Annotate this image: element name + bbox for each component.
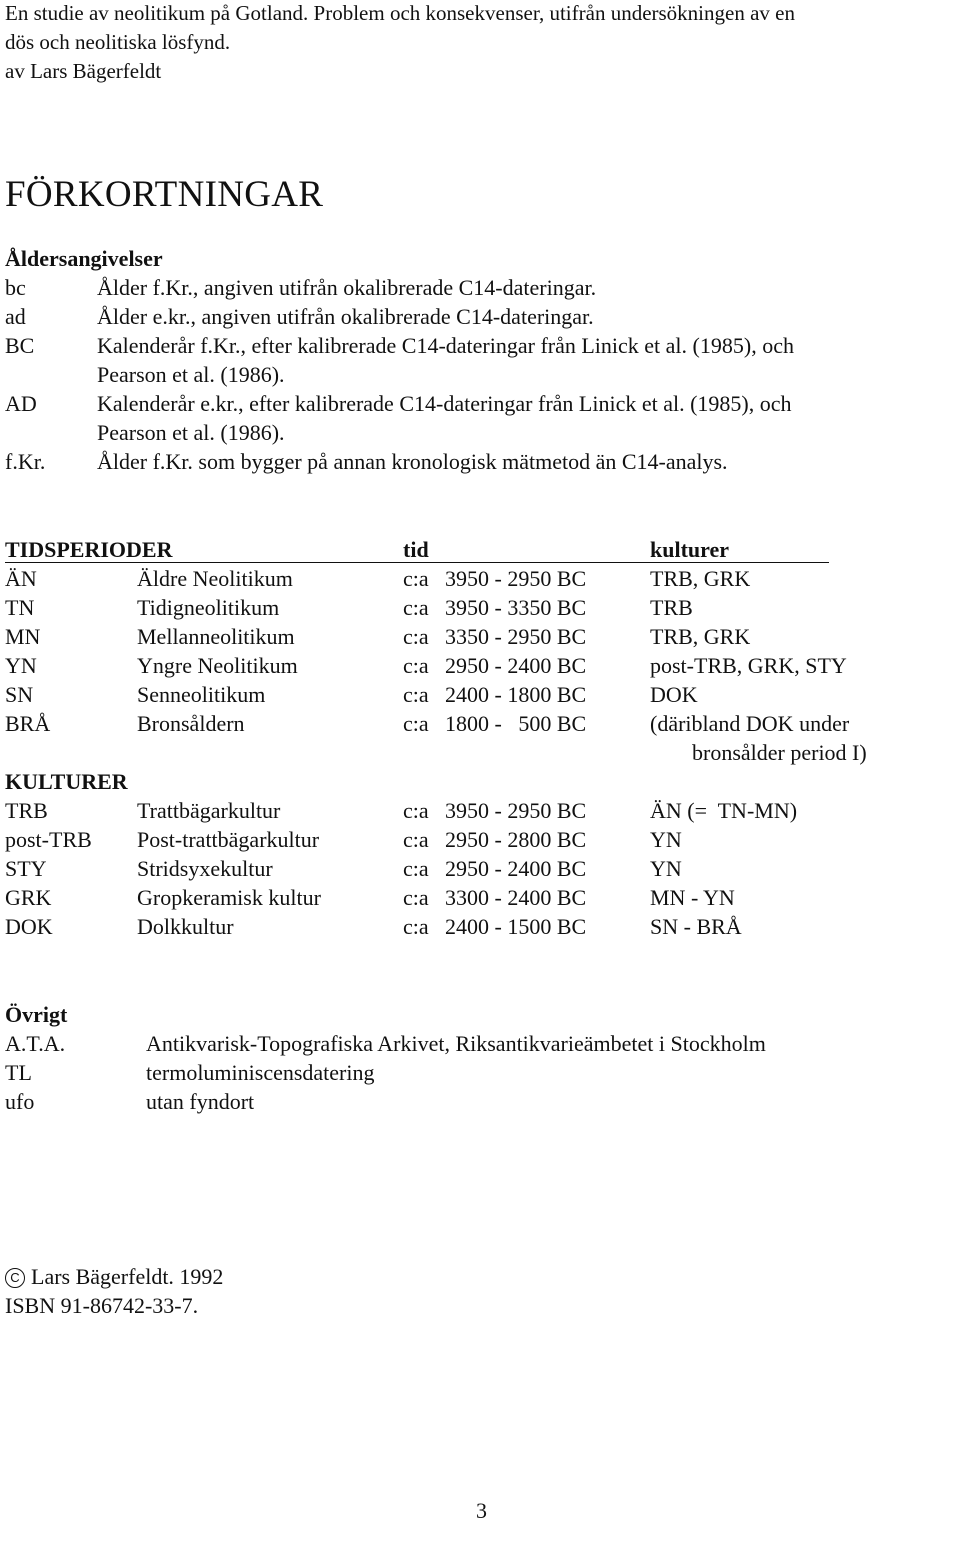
header-title-line-2: dös och neolitiska lösfynd.	[5, 30, 231, 54]
period-range: 3950 - 3350 BC	[445, 595, 587, 620]
period-ca: c:a	[403, 595, 429, 620]
age-desc-fkr: Ålder f.Kr. som bygger på annan kronologisk mätmetod än C14-analys.	[97, 449, 728, 474]
page-title: FÖRKORTNINGAR	[5, 174, 324, 215]
culture-ca: c:a	[403, 856, 429, 881]
period-abbr: TN	[5, 595, 35, 620]
culture-range: 2400 - 1500 BC	[445, 914, 587, 939]
period-abbr: BRÅ	[5, 711, 51, 736]
culture-range: 3300 - 2400 BC	[445, 885, 587, 910]
page-number: 3	[476, 1498, 487, 1523]
period-ca: c:a	[403, 653, 429, 678]
period-cultures: post-TRB, GRK, STY	[650, 653, 847, 678]
age-abbr-AD: AD	[5, 391, 37, 416]
culture-name: Gropkeramisk kultur	[137, 885, 321, 910]
period-name: Bronsåldern	[137, 711, 245, 736]
period-ca: c:a	[403, 711, 429, 736]
culture-range: 2950 - 2800 BC	[445, 827, 587, 852]
culture-period: MN - YN	[650, 885, 735, 910]
culture-period: YN	[650, 856, 682, 881]
period-abbr: SN	[5, 682, 34, 707]
other-abbr: ufo	[5, 1089, 35, 1114]
period-ca: c:a	[403, 624, 429, 649]
period-cultures: (däribland DOK under	[650, 711, 850, 736]
copyright-icon: C	[5, 1268, 25, 1288]
culture-ca: c:a	[403, 798, 429, 823]
age-abbr-bc: bc	[5, 275, 26, 300]
culture-ca: c:a	[403, 885, 429, 910]
culture-name: Stridsyxekultur	[137, 856, 273, 881]
culture-abbr: DOK	[5, 914, 53, 939]
culture-abbr: TRB	[5, 798, 48, 823]
culture-ca: c:a	[403, 914, 429, 939]
other-heading: Övrigt	[5, 1002, 68, 1027]
period-range: 2400 - 1800 BC	[445, 682, 587, 707]
culture-range: 3950 - 2950 BC	[445, 798, 587, 823]
cultures-heading: KULTURER	[5, 769, 128, 794]
age-desc-ad: Ålder e.kr., angiven utifrån okalibrerade C14-dateringar.	[97, 304, 594, 329]
culture-period: ÄN (= TN-MN)	[650, 798, 798, 823]
culture-ca: c:a	[403, 827, 429, 852]
periods-header-time: tid	[403, 537, 429, 562]
periods-header-periods: TIDSPERIODER	[5, 537, 173, 562]
other-abbr: TL	[5, 1060, 32, 1085]
age-desc-AD-line-1: Kalenderår e.kr., efter kalibrerade C14-dateringar från Linick et al. (1985), och	[97, 391, 792, 416]
culture-range: 2950 - 2400 BC	[445, 856, 587, 881]
period-name: Tidigneolitikum	[137, 595, 280, 620]
period-range: 2950 - 2400 BC	[445, 653, 587, 678]
culture-period: YN	[650, 827, 682, 852]
isbn: ISBN 91-86742-33-7.	[5, 1293, 199, 1318]
period-name: Yngre Neolitikum	[137, 653, 298, 678]
culture-name: Post-trattbägarkultur	[137, 827, 320, 852]
culture-name: Dolkkultur	[137, 914, 234, 939]
age-desc-bc: Ålder f.Kr., angiven utifrån okalibrerade C14-dateringar.	[97, 275, 597, 300]
culture-abbr: GRK	[5, 885, 52, 910]
period-cultures-continued: bronsålder period I)	[692, 740, 867, 765]
age-desc-AD-line-2: Pearson et al. (1986).	[97, 420, 285, 445]
period-name: Senneolitikum	[137, 682, 266, 707]
age-abbr-fkr: f.Kr.	[5, 449, 46, 474]
period-range: 1800 - 500 BC	[445, 711, 587, 736]
culture-name: Trattbägarkultur	[137, 798, 281, 823]
other-text: Antikvarisk-Topografiska Arkivet, Riksantikvarieämbetet i Stockholm	[146, 1031, 766, 1056]
header-author: av Lars Bägerfeldt	[5, 59, 162, 83]
period-ca: c:a	[403, 566, 429, 591]
period-range: 3950 - 2950 BC	[445, 566, 587, 591]
period-abbr: MN	[5, 624, 41, 649]
other-text: termoluminiscensdatering	[146, 1060, 375, 1085]
copyright-text: Lars Bägerfeldt. 1992	[31, 1264, 224, 1289]
period-name: Mellanneolitikum	[137, 624, 295, 649]
period-cultures: DOK	[650, 682, 698, 707]
period-abbr: YN	[5, 653, 37, 678]
period-cultures: TRB, GRK	[650, 624, 751, 649]
other-abbr: A.T.A.	[5, 1031, 66, 1056]
periods-header-cultures: kulturer	[650, 537, 730, 562]
period-cultures: TRB	[650, 595, 693, 620]
age-desc-BC-line-2: Pearson et al. (1986).	[97, 362, 285, 387]
header-title-line-1: En studie av neolitikum på Gotland. Problem och konsekvenser, utifrån undersökningen av en	[5, 1, 795, 25]
age-desc-BC-line-1: Kalenderår f.Kr., efter kalibrerade C14-dateringar från Linick et al. (1985), och	[97, 333, 794, 358]
age-abbr-ad: ad	[5, 304, 26, 329]
period-abbr: ÄN	[5, 566, 37, 591]
age-abbr-BC: BC	[5, 333, 35, 358]
other-text: utan fyndort	[146, 1089, 255, 1114]
period-ca: c:a	[403, 682, 429, 707]
culture-abbr: STY	[5, 856, 47, 881]
period-name: Äldre Neolitikum	[137, 566, 293, 591]
period-cultures: TRB, GRK	[650, 566, 751, 591]
copyright-line	[5, 1262, 223, 1291]
age-section-heading: Åldersangivelser	[5, 246, 163, 271]
culture-abbr: post-TRB	[5, 827, 92, 852]
culture-period: SN - BRÅ	[650, 914, 742, 939]
period-range: 3350 - 2950 BC	[445, 624, 587, 649]
